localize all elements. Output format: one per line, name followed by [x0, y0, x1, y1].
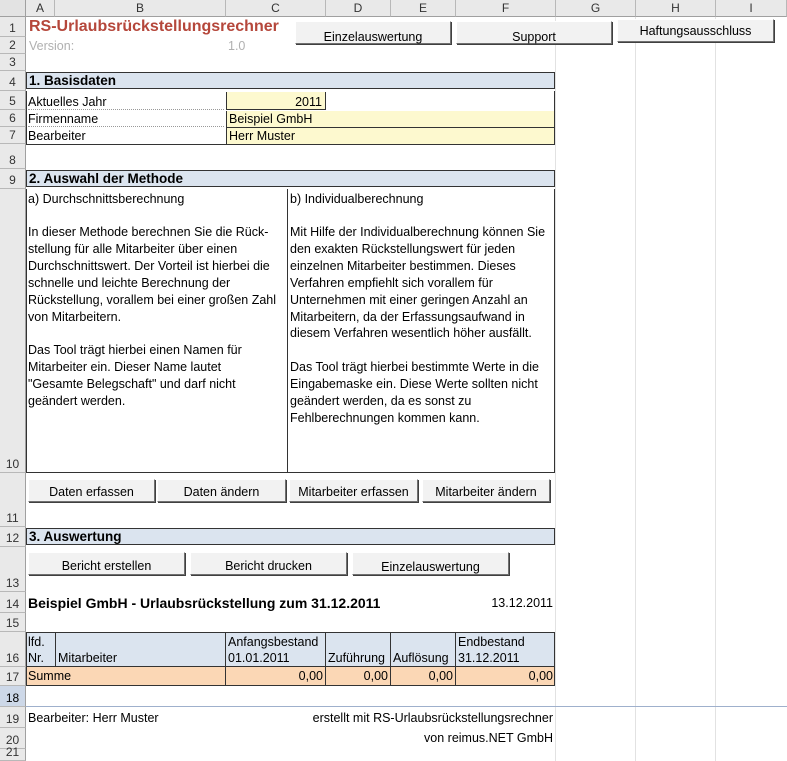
row-number: 17: [5, 670, 20, 684]
row-header-14[interactable]: [0, 592, 26, 613]
row-number: 18: [5, 691, 20, 705]
mitarbeiter-erfassen-button[interactable]: Mitarbeiter erfassen: [289, 479, 418, 502]
einzelauswertung-button[interactable]: Einzelauswertung: [352, 552, 509, 575]
row-header-18[interactable]: [0, 686, 26, 707]
row-header-17[interactable]: [0, 667, 26, 686]
row-number: 15: [5, 616, 20, 630]
bearbeiter-input[interactable]: Herr Muster: [226, 128, 554, 144]
row-header-5[interactable]: [0, 91, 26, 110]
sum-endbestand: 0,00: [528, 669, 553, 683]
bearbeiter-label: Bearbeiter: [28, 129, 86, 143]
row-number: 7: [9, 128, 16, 142]
row-number: 14: [5, 597, 20, 611]
daten-aendern-button[interactable]: Daten ändern: [157, 479, 286, 502]
row-header-9[interactable]: [0, 169, 26, 189]
row-header-7[interactable]: [0, 127, 26, 144]
section-auswertung-header: 3. Auswertung: [26, 528, 555, 545]
column-header-c[interactable]: C: [226, 0, 326, 17]
row-header-11[interactable]: [0, 473, 26, 527]
row-number: 6: [9, 111, 16, 125]
column-header-d[interactable]: D: [326, 0, 391, 17]
row-header-16[interactable]: [0, 632, 26, 667]
sum-label: Summe: [28, 669, 72, 683]
column-header-e[interactable]: E: [391, 0, 456, 17]
column-header-b[interactable]: B: [55, 0, 226, 17]
row-number: 21: [5, 745, 20, 759]
column-header-i[interactable]: I: [716, 0, 787, 17]
th-endbestand-2: 31.12.2011: [458, 651, 520, 665]
column-header-g[interactable]: G: [556, 0, 636, 17]
row-number: 12: [5, 531, 20, 545]
footer-credit-2: von reimus.NET GmbH: [424, 731, 553, 745]
sum-anfangsbestand: 0,00: [298, 669, 323, 683]
row-header-4[interactable]: [0, 71, 26, 91]
row-header-6[interactable]: [0, 110, 26, 127]
th-aufloesung: Auflösung: [393, 651, 449, 665]
row-header-3[interactable]: [0, 54, 26, 71]
th-anfangsbestand-2: 01.01.2011: [228, 651, 290, 665]
row-number: 19: [5, 712, 20, 726]
method-b-title: b) Individualberechnung: [290, 192, 424, 206]
row-header-2[interactable]: [0, 37, 26, 54]
sum-zufuehrung: 0,00: [363, 669, 388, 683]
version-value: 1.0: [228, 39, 246, 53]
row-number: 3: [9, 55, 16, 69]
row-number: 4: [9, 75, 16, 89]
th-zufuehrung: Zuführung: [328, 651, 385, 665]
row-number: 1: [9, 21, 16, 35]
haftungsausschluss-button[interactable]: Haftungsausschluss: [617, 19, 774, 42]
th-endbestand-1: Endbestand: [458, 635, 525, 649]
row-number: 16: [5, 651, 20, 665]
firma-input[interactable]: Beispiel GmbH: [226, 111, 554, 128]
jahr-input[interactable]: 2011: [226, 92, 326, 110]
column-header-f[interactable]: F: [456, 0, 556, 17]
support-button[interactable]: Support: [456, 21, 612, 44]
bericht-drucken-button[interactable]: Bericht drucken: [190, 552, 347, 575]
column-header-a[interactable]: A: [26, 0, 55, 17]
column-header-h[interactable]: H: [636, 0, 716, 17]
row-header-15[interactable]: [0, 613, 26, 632]
row-header-8[interactable]: [0, 144, 26, 169]
row-number: 11: [6, 511, 19, 525]
einzelauswertung-top-button[interactable]: Einzelauswertung: [295, 21, 451, 44]
jahr-label: Aktuelles Jahr: [28, 92, 224, 110]
row-number: 13: [5, 576, 20, 590]
gridline: [26, 706, 787, 707]
footer-credit-1: erstellt mit RS-Urlaubsrückstellungsrechner: [312, 711, 553, 725]
method-b-text: Mit Hilfe der Individualberechnung können Sie den exakten Rückstellungswert für jeden einzelnen Mitarbeiter bestimmen. Dieses Verfahren empfiehlt sich vorallem für Unternehmen mit einer geringen Anzahl an Mitarbeitern, da der Erfassungsaufwand in diesem Verfahren wesentlich höher ausfällt. Das Tool trägt hierbei bestimmte Werte in die Eingabemaske ein. Diese Werte sollten nicht geändert werden, da es sonst zu Fehlberechnungen kommen kann.: [290, 225, 546, 425]
report-date: 13.12.2011: [491, 596, 553, 610]
method-a-title: a) Durchschnittsberechnung: [28, 192, 185, 206]
row-header-1[interactable]: [0, 17, 26, 37]
firma-label: Firmenname: [28, 111, 224, 127]
footer-bearbeiter: Bearbeiter: Herr Muster: [28, 711, 159, 725]
sum-aufloesung: 0,00: [428, 669, 453, 683]
th-lfd-1: lfd.: [28, 635, 45, 649]
gridline: [555, 17, 556, 761]
section-methode-header: 2. Auswahl der Methode: [26, 170, 555, 187]
select-all-corner[interactable]: [0, 0, 26, 17]
mitarbeiter-aendern-button[interactable]: Mitarbeiter ändern: [422, 479, 550, 502]
row-header-13[interactable]: [0, 547, 26, 592]
gridline: [635, 17, 636, 761]
method-a-text: In dieser Methode berechnen Sie die Rück- stellung für alle Mitarbeiter über einen Durchschnittswert. Der Vorteil ist hierbei die schnelle und leichte Berechnung der Rückstellung, vorallem bei einer großen Zahl von Mitarbeitern. Das Tool trägt hierbei einen Namen für Mitarbeiter ein. Dieser Name lautet "Gesamte Belegschaft" und darf nicht geändert werden.: [28, 225, 277, 409]
th-mitarbeiter: Mitarbeiter: [58, 651, 118, 665]
row-number: 20: [5, 733, 20, 747]
row-number: 10: [5, 457, 20, 471]
app-title: RS-Urlaubsrückstellungsrechner: [29, 18, 279, 35]
section-basisdaten-header: 1. Basisdaten: [26, 72, 555, 89]
row-number: 8: [9, 153, 16, 167]
version-label: Version:: [29, 39, 75, 53]
row-header-19[interactable]: [0, 707, 26, 728]
gridline: [715, 17, 716, 761]
th-lfd-2: Nr.: [28, 651, 44, 665]
row-header-21[interactable]: [0, 745, 26, 761]
methode-divider: [287, 189, 288, 473]
report-title: Beispiel GmbH - Urlaubsrückstellung zum 31.12.2011: [28, 595, 381, 611]
bericht-erstellen-button[interactable]: Bericht erstellen: [28, 552, 185, 575]
th-anfangsbestand-1: Anfangsbestand: [228, 635, 319, 649]
daten-erfassen-button[interactable]: Daten erfassen: [28, 479, 155, 502]
row-number: 9: [9, 173, 16, 187]
row-number: 2: [9, 38, 16, 52]
row-number: 5: [9, 94, 16, 108]
row-header-10[interactable]: [0, 189, 26, 473]
row-header-12[interactable]: [0, 527, 26, 547]
